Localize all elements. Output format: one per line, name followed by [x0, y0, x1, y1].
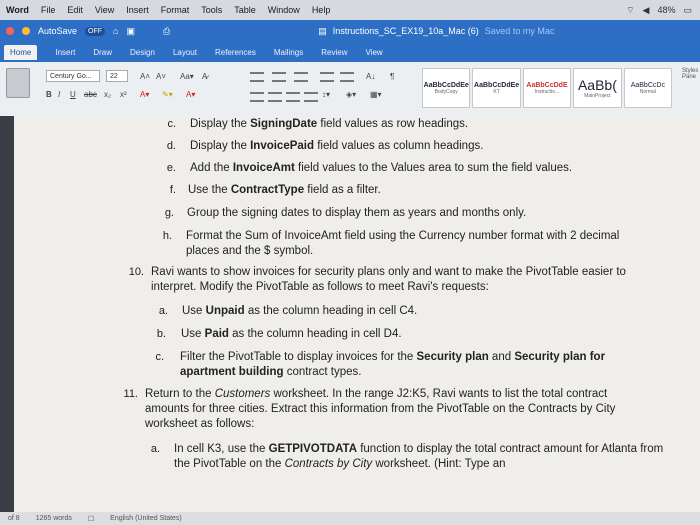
step-text	[174, 442, 664, 472]
word-count[interactable]: 1265 words	[35, 515, 72, 522]
increase-indent-icon[interactable]	[340, 72, 354, 82]
align-left-icon[interactable]	[250, 92, 264, 102]
bold-term: ContractType	[230, 184, 305, 196]
proofing-icon[interactable]: ☐	[87, 515, 95, 523]
tab-layout[interactable]: Layout	[172, 47, 197, 57]
italic-term: Customers	[214, 388, 271, 400]
ribbon-tabs	[0, 42, 700, 62]
italic-term: Contracts by City	[284, 458, 373, 470]
autosave-toggle[interactable]: OFF	[85, 27, 105, 36]
step-marker: a.	[158, 305, 168, 317]
text-effects-icon[interactable]: A▾	[140, 90, 150, 99]
tab-home[interactable]: Home	[4, 45, 37, 60]
line-spacing-icon[interactable]: ↕▾	[322, 90, 331, 99]
step-marker: b.	[156, 328, 166, 340]
step-text-run: Return to the	[145, 388, 215, 400]
step-marker: c.	[155, 351, 164, 363]
style-sample: AaBbCcDdE	[526, 81, 568, 89]
autosave-label: AutoSave	[38, 26, 78, 36]
tab-insert[interactable]: Insert	[55, 47, 76, 57]
bold-term: GETPIVOTDATA	[268, 443, 358, 455]
show-formatting-icon[interactable]: ¶	[390, 72, 395, 81]
menu-format[interactable]: Format	[160, 5, 190, 15]
style-label: Instructio...	[534, 88, 560, 95]
menu-window[interactable]: Window	[267, 5, 300, 15]
font-size-select[interactable]: 22	[106, 70, 128, 82]
bold-term: SigningDate	[250, 118, 318, 130]
battery-percent: 48%	[657, 4, 676, 15]
style-kt[interactable]	[472, 68, 520, 108]
print-icon[interactable]: ⎙	[162, 25, 171, 36]
window-titlebar	[0, 20, 700, 42]
borders-icon[interactable]: ▦▾	[370, 90, 382, 99]
step-text-run: field values to the Values area to sum the field values.	[294, 162, 573, 174]
step-marker: c.	[167, 118, 176, 130]
bold-term: Paid	[204, 328, 229, 340]
style-label: KT	[493, 88, 500, 95]
step-text-run: Use the	[188, 184, 231, 196]
style-sample: AaBbCcDdEe	[474, 81, 520, 89]
style-mainproject[interactable]	[573, 68, 621, 108]
styles-gallery	[422, 68, 672, 108]
step-text	[151, 265, 641, 295]
bold-term: InvoiceAmt	[232, 162, 295, 174]
step-marker: 10.	[128, 266, 144, 278]
language-status[interactable]: English (United States)	[110, 515, 182, 522]
tab-review[interactable]: Review	[321, 47, 348, 57]
step-text-run: Add the	[190, 162, 233, 174]
status-bar	[0, 512, 700, 525]
menu-view[interactable]: View	[94, 5, 115, 15]
ribbon-home-panel	[0, 62, 700, 117]
step-text	[190, 117, 670, 132]
menu-edit[interactable]: Edit	[67, 5, 83, 15]
step-text-run: worksheet. (Hint: Type an	[372, 458, 506, 470]
menu-table[interactable]: Table	[234, 5, 256, 15]
left-margin-strip	[0, 116, 14, 512]
style-normal[interactable]	[624, 68, 672, 108]
step-marker: 11.	[123, 388, 138, 400]
step-text	[190, 161, 690, 176]
numbering-icon[interactable]	[272, 72, 286, 82]
underline-icon[interactable]: U	[70, 90, 76, 99]
step-marker: d.	[166, 140, 176, 152]
step-text-run: Use	[182, 305, 206, 317]
menu-help[interactable]: Help	[311, 5, 331, 15]
style-sample: AaBbCcDc	[630, 81, 665, 89]
step-text-run: field as a filter.	[304, 184, 381, 196]
document-icon: ▤	[318, 25, 327, 36]
menu-insert[interactable]: Insert	[126, 5, 149, 15]
step-marker: h.	[162, 230, 172, 242]
step-text	[180, 350, 650, 380]
document-page[interactable]	[14, 116, 700, 512]
step-text	[182, 304, 662, 319]
tab-draw[interactable]: Draw	[93, 47, 113, 57]
step-text-run: as the column heading in cell C4.	[244, 305, 418, 317]
grow-font-icon[interactable]: A˄	[140, 72, 151, 81]
step-text-run: contract types.	[283, 366, 362, 378]
style-label: Normal	[639, 88, 656, 95]
step-text	[181, 327, 661, 342]
highlight-icon[interactable]: ✎▾	[162, 90, 173, 99]
close-window-button[interactable]	[6, 27, 14, 35]
strikethrough-icon[interactable]: abc	[84, 90, 97, 99]
step-marker: a.	[150, 443, 160, 455]
home-icon[interactable]: ⌂	[113, 26, 119, 36]
style-sample: AaBb(	[577, 77, 617, 93]
change-case-icon[interactable]: Aa▾	[180, 72, 194, 81]
decrease-indent-icon[interactable]	[320, 72, 334, 82]
tab-mailings[interactable]: Mailings	[273, 47, 304, 57]
shrink-font-icon[interactable]: A˅	[156, 72, 167, 81]
step-text-run: Display the	[190, 118, 251, 130]
step-text-run: as the column heading in cell D4.	[228, 328, 402, 340]
sort-icon[interactable]: A↓	[366, 72, 376, 81]
battery-icon[interactable]: ▭	[683, 4, 692, 15]
step-text-run: and	[488, 351, 515, 363]
mac-menubar	[0, 0, 700, 20]
step-text-run: field values as row headings.	[317, 118, 469, 130]
step-text-run: Group the signing dates to display them as years and months only.	[187, 207, 527, 219]
step-text-run: Filter the PivotTable to display invoices for the	[180, 351, 417, 363]
italic-icon[interactable]: I	[58, 90, 61, 99]
align-center-icon[interactable]	[268, 92, 282, 102]
align-right-icon[interactable]	[286, 92, 300, 102]
bold-icon[interactable]: B	[46, 90, 52, 99]
volume-icon[interactable]: ◀	[642, 4, 650, 15]
step-text-run: field values as column headings.	[314, 140, 484, 152]
minimize-window-button[interactable]	[22, 27, 30, 35]
step-marker: g.	[164, 207, 174, 219]
step-marker: f.	[169, 184, 176, 196]
step-text-run: function to display the total contract amount for Atlanta from the PivotTable on the	[174, 443, 664, 470]
bold-term: InvoicePaid	[250, 140, 315, 152]
menu-app-word[interactable]: Word	[6, 5, 29, 15]
menubar-status	[626, 5, 700, 16]
style-sample: AaBbCcDdEe	[423, 81, 469, 89]
bold-term: Security plan	[416, 351, 489, 363]
saved-status: Saved to my Mac	[484, 26, 555, 36]
step-text	[188, 183, 668, 198]
step-text-run: In cell K3, use the	[174, 443, 269, 455]
menu-file[interactable]: File	[40, 5, 56, 15]
styles-pane-button[interactable]: Styles Pane	[682, 68, 699, 80]
clear-format-icon[interactable]: A̷	[202, 72, 208, 81]
menu-tools[interactable]: Tools	[201, 5, 223, 15]
tab-view[interactable]: View	[365, 47, 383, 57]
step-text	[186, 229, 641, 259]
step-text	[187, 206, 667, 221]
step-text-run: worksheet. In the range J2:K5, Ravi wants to list the total contract amounts for three cities. Extract this information from the PivotTable on the Contracts by City worksheet as follows:	[145, 388, 616, 430]
step-text-run: Ravi wants to show invoices for security plans only and want to make the PivotTable easier to interpret. Modify the PivotTable as follows to meet Ravi's requests:	[151, 266, 626, 293]
save-icon[interactable]: ▣	[126, 25, 135, 36]
style-bodycopy[interactable]	[422, 68, 470, 108]
step-text	[145, 387, 640, 432]
document-title: Instructions_SC_EX19_10a_Mac (6)	[332, 26, 479, 36]
step-marker: e.	[166, 162, 176, 174]
subscript-icon[interactable]: x₂	[104, 90, 112, 99]
style-label: MainProject	[584, 93, 611, 99]
bold-term: Unpaid	[205, 305, 245, 317]
justify-icon[interactable]	[304, 92, 318, 102]
style-label: BodyCopy	[434, 88, 458, 95]
document-title-area	[318, 26, 554, 37]
tab-references[interactable]: References	[214, 47, 256, 57]
step-text	[190, 139, 670, 154]
bold-term: Security plan for apartment building	[180, 351, 606, 378]
shading-icon[interactable]: ◈▾	[346, 90, 357, 99]
bullets-icon[interactable]	[250, 72, 264, 82]
paste-icon[interactable]	[6, 68, 30, 98]
multilevel-list-icon[interactable]	[294, 72, 308, 82]
font-color-icon[interactable]: A▾	[186, 90, 196, 99]
style-instructions[interactable]	[523, 68, 571, 108]
step-text-run: Use	[181, 328, 205, 340]
step-text-run: Format the Sum of InvoiceAmt field using the Currency number format with 2 decimal places and the $ symbol.	[186, 230, 620, 257]
font-name-select[interactable]: Century Go...	[46, 70, 100, 82]
tab-design[interactable]: Design	[130, 47, 155, 57]
superscript-icon[interactable]: x²	[120, 90, 127, 99]
step-text-run: Display the	[190, 140, 251, 152]
wifi-icon[interactable]: ⌔	[626, 4, 635, 15]
page-count[interactable]: of 8	[8, 515, 20, 522]
